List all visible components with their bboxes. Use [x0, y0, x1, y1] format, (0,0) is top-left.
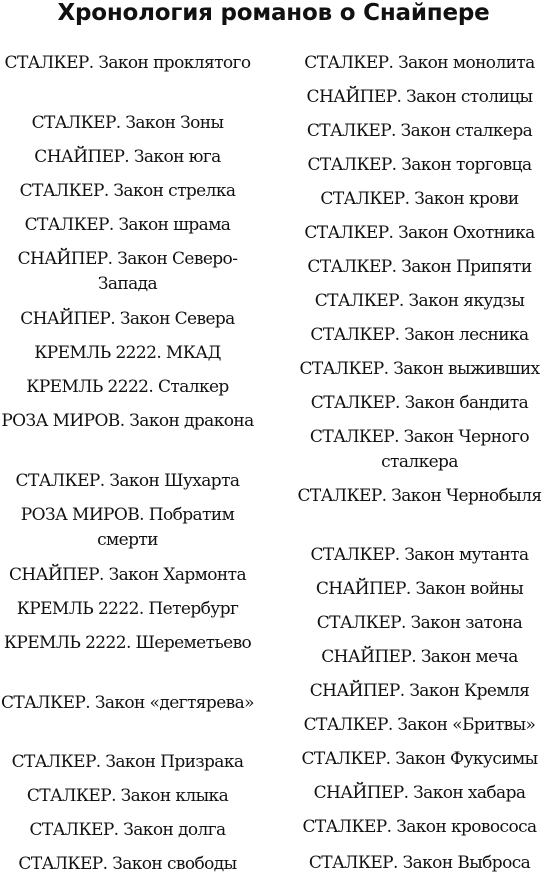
book-entry: СТАЛКЕР. Закон крови	[320, 189, 519, 209]
book-entry: СТАЛКЕР. Закон Зоны	[31, 113, 224, 133]
book-entry: СНАЙПЕР. Закон юга	[34, 147, 221, 167]
book-entry: СТАЛКЕР. Закон сталкера	[306, 121, 533, 141]
book-entry: СТАЛКЕР. Закон бандита	[310, 393, 529, 413]
book-entry: СТАЛКЕР. Закон Чернобыля	[297, 486, 542, 506]
page-title: Хронология романов о Снайпере	[57, 0, 490, 26]
book-entry: СТАЛКЕР. Закон свободы	[18, 854, 237, 874]
book-entry: КРЕМЛЬ 2222. МКАД	[34, 343, 221, 363]
book-entry: СТАЛКЕР. Закон выживших	[299, 359, 540, 379]
book-entry: КРЕМЛЬ 2222. Петербург	[16, 599, 239, 619]
book-entry: СТАЛКЕР. Закон якудзы	[314, 291, 525, 311]
book-entry: СТАЛКЕР. Закон «Бритвы»	[303, 715, 536, 735]
book-entry: СТАЛКЕР. Закон «дегтярева»	[1, 693, 254, 713]
book-entry: СНАЙПЕР. Закон Северо-Запада	[17, 249, 238, 294]
book-entry: КРЕМЛЬ 2222. Шереметьево	[3, 633, 252, 653]
book-entry: СТАЛКЕР. Закон долга	[29, 820, 226, 840]
book-entry: РОЗА МИРОВ. Побратим смерти	[20, 505, 235, 550]
book-entry: СТАЛКЕР. Закон Фукусимы	[301, 749, 538, 769]
book-entry: СТАЛКЕР. Закон кровососа	[302, 817, 537, 837]
book-entry: СНАЙПЕР. Закон хабара	[313, 783, 526, 803]
book-entry: СТАЛКЕР. Закон Припяти	[307, 257, 532, 277]
book-entry: СТАЛКЕР. Закон Шухарта	[15, 471, 240, 491]
book-entry: СТАЛКЕР. Закон шрама	[24, 215, 231, 235]
book-entry: СТАЛКЕР. Закон торговца	[307, 155, 532, 175]
book-entry: СТАЛКЕР. Закон мутанта	[310, 545, 529, 565]
book-entry: СТАЛКЕР. Закон монолита	[304, 53, 535, 73]
book-entry: СНАЙПЕР. Закон меча	[321, 647, 518, 667]
book-entry: СНАЙПЕР. Закон Кремля	[309, 681, 530, 701]
book-entry: СНАЙПЕР. Закон Севера	[20, 309, 235, 329]
book-entry: СТАЛКЕР. Закон клыка	[26, 786, 229, 806]
book-entry: СНАЙПЕР. Закон столицы	[306, 87, 533, 107]
book-entry: СНАЙПЕР. Закон Хармонта	[9, 565, 246, 585]
book-entry: СТАЛКЕР. Закон затона	[316, 613, 523, 633]
book-entry: КРЕМЛЬ 2222. Сталкер	[26, 377, 229, 397]
book-entry: СТАЛКЕР. Закон Призрака	[11, 752, 244, 772]
book-entry: СТАЛКЕР. Закон Охотника	[304, 223, 535, 243]
book-entry: СТАЛКЕР. Закон Выброса	[308, 853, 531, 873]
book-entry: СТАЛКЕР. Закон проклятого	[4, 53, 251, 73]
book-entry: СТАЛКЕР. Закон лесника	[310, 325, 529, 345]
book-entry: РОЗА МИРОВ. Закон дракона	[1, 411, 254, 431]
book-entry: СТАЛКЕР. Закон стрелка	[19, 181, 236, 201]
book-entry: СТАЛКЕР. Закон Черного сталкера	[309, 427, 530, 472]
book-entry: СНАЙПЕР. Закон войны	[315, 579, 524, 599]
